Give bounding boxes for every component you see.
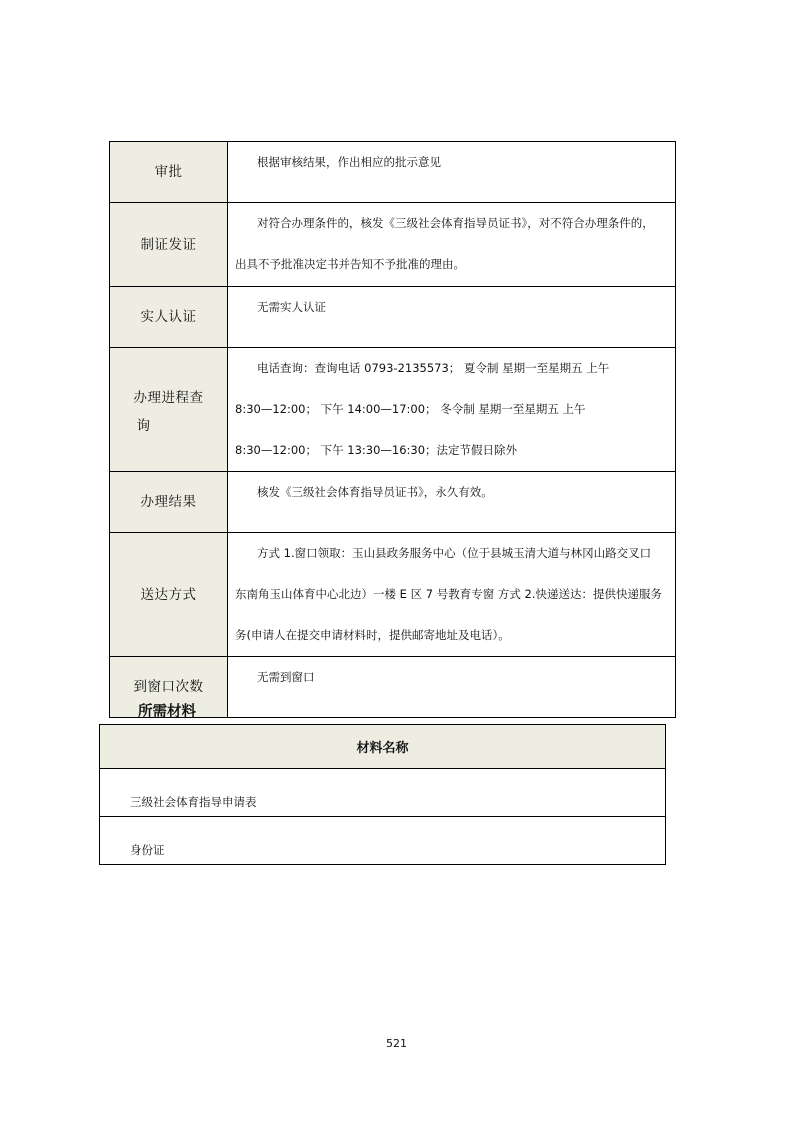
row-approval: [110, 142, 676, 203]
materials-header: 材料名称: [100, 725, 666, 769]
row-identity-check: [110, 287, 676, 348]
row-delivery: [110, 533, 676, 657]
row-certificate-issue: [110, 203, 676, 287]
row-result: [110, 472, 676, 533]
value-window-visits: 无需到窗口: [228, 657, 676, 718]
materials-table: [99, 724, 666, 865]
table-row: [100, 817, 666, 865]
materials-header-row: [100, 725, 666, 769]
label-result: 办理结果: [110, 472, 228, 533]
label-window-visits: 到窗口次数: [110, 657, 228, 718]
material-item: 三级社会体育指导申请表: [100, 769, 666, 817]
table-row: [100, 769, 666, 817]
label-approval: 审批: [110, 142, 228, 203]
page-number: 521: [386, 1037, 407, 1050]
value-certificate-issue: 对符合办理条件的，核发《三级社会体育指导员证书》，对不符合办理条件的， 出具不予批准决定书并告知不予批准的理由。: [228, 203, 676, 287]
label-identity-check: 实人认证: [110, 287, 228, 348]
value-identity-check: 无需实人认证: [228, 287, 676, 348]
label-certificate-issue: 制证发证: [110, 203, 228, 287]
info-table: [109, 141, 676, 718]
label-progress-query: 办理进程查 询: [110, 348, 228, 472]
label-delivery: 送达方式: [110, 533, 228, 657]
value-result: 核发《三级社会体育指导员证书》，永久有效。: [228, 472, 676, 533]
value-approval: 根据审核结果，作出相应的批示意见: [228, 142, 676, 203]
material-item: 身份证: [100, 817, 666, 865]
section-title-materials: 所需材料: [138, 704, 196, 720]
row-progress-query: [110, 348, 676, 472]
value-delivery: 方式 1.窗口领取：玉山县政务服务中心（位于县城玉清大道与林冈山路交叉口 东南角玉山体育中心北边）一楼 E 区 7 号教育专窗 方式 2.快递送达：提供快递服务 务(申请人在提交申请材料时，提供邮寄地址及电话）。: [228, 533, 676, 657]
value-progress-query: 电话查询：查询电话 0793-2135573； 夏令制 星期一至星期五 上午 8:30—12:00； 下午 14:00—17:00； 冬令制 星期一至星期五 上午 8:30—12:00； 下午 13:30—16:30；法定节假日除外: [228, 348, 676, 472]
